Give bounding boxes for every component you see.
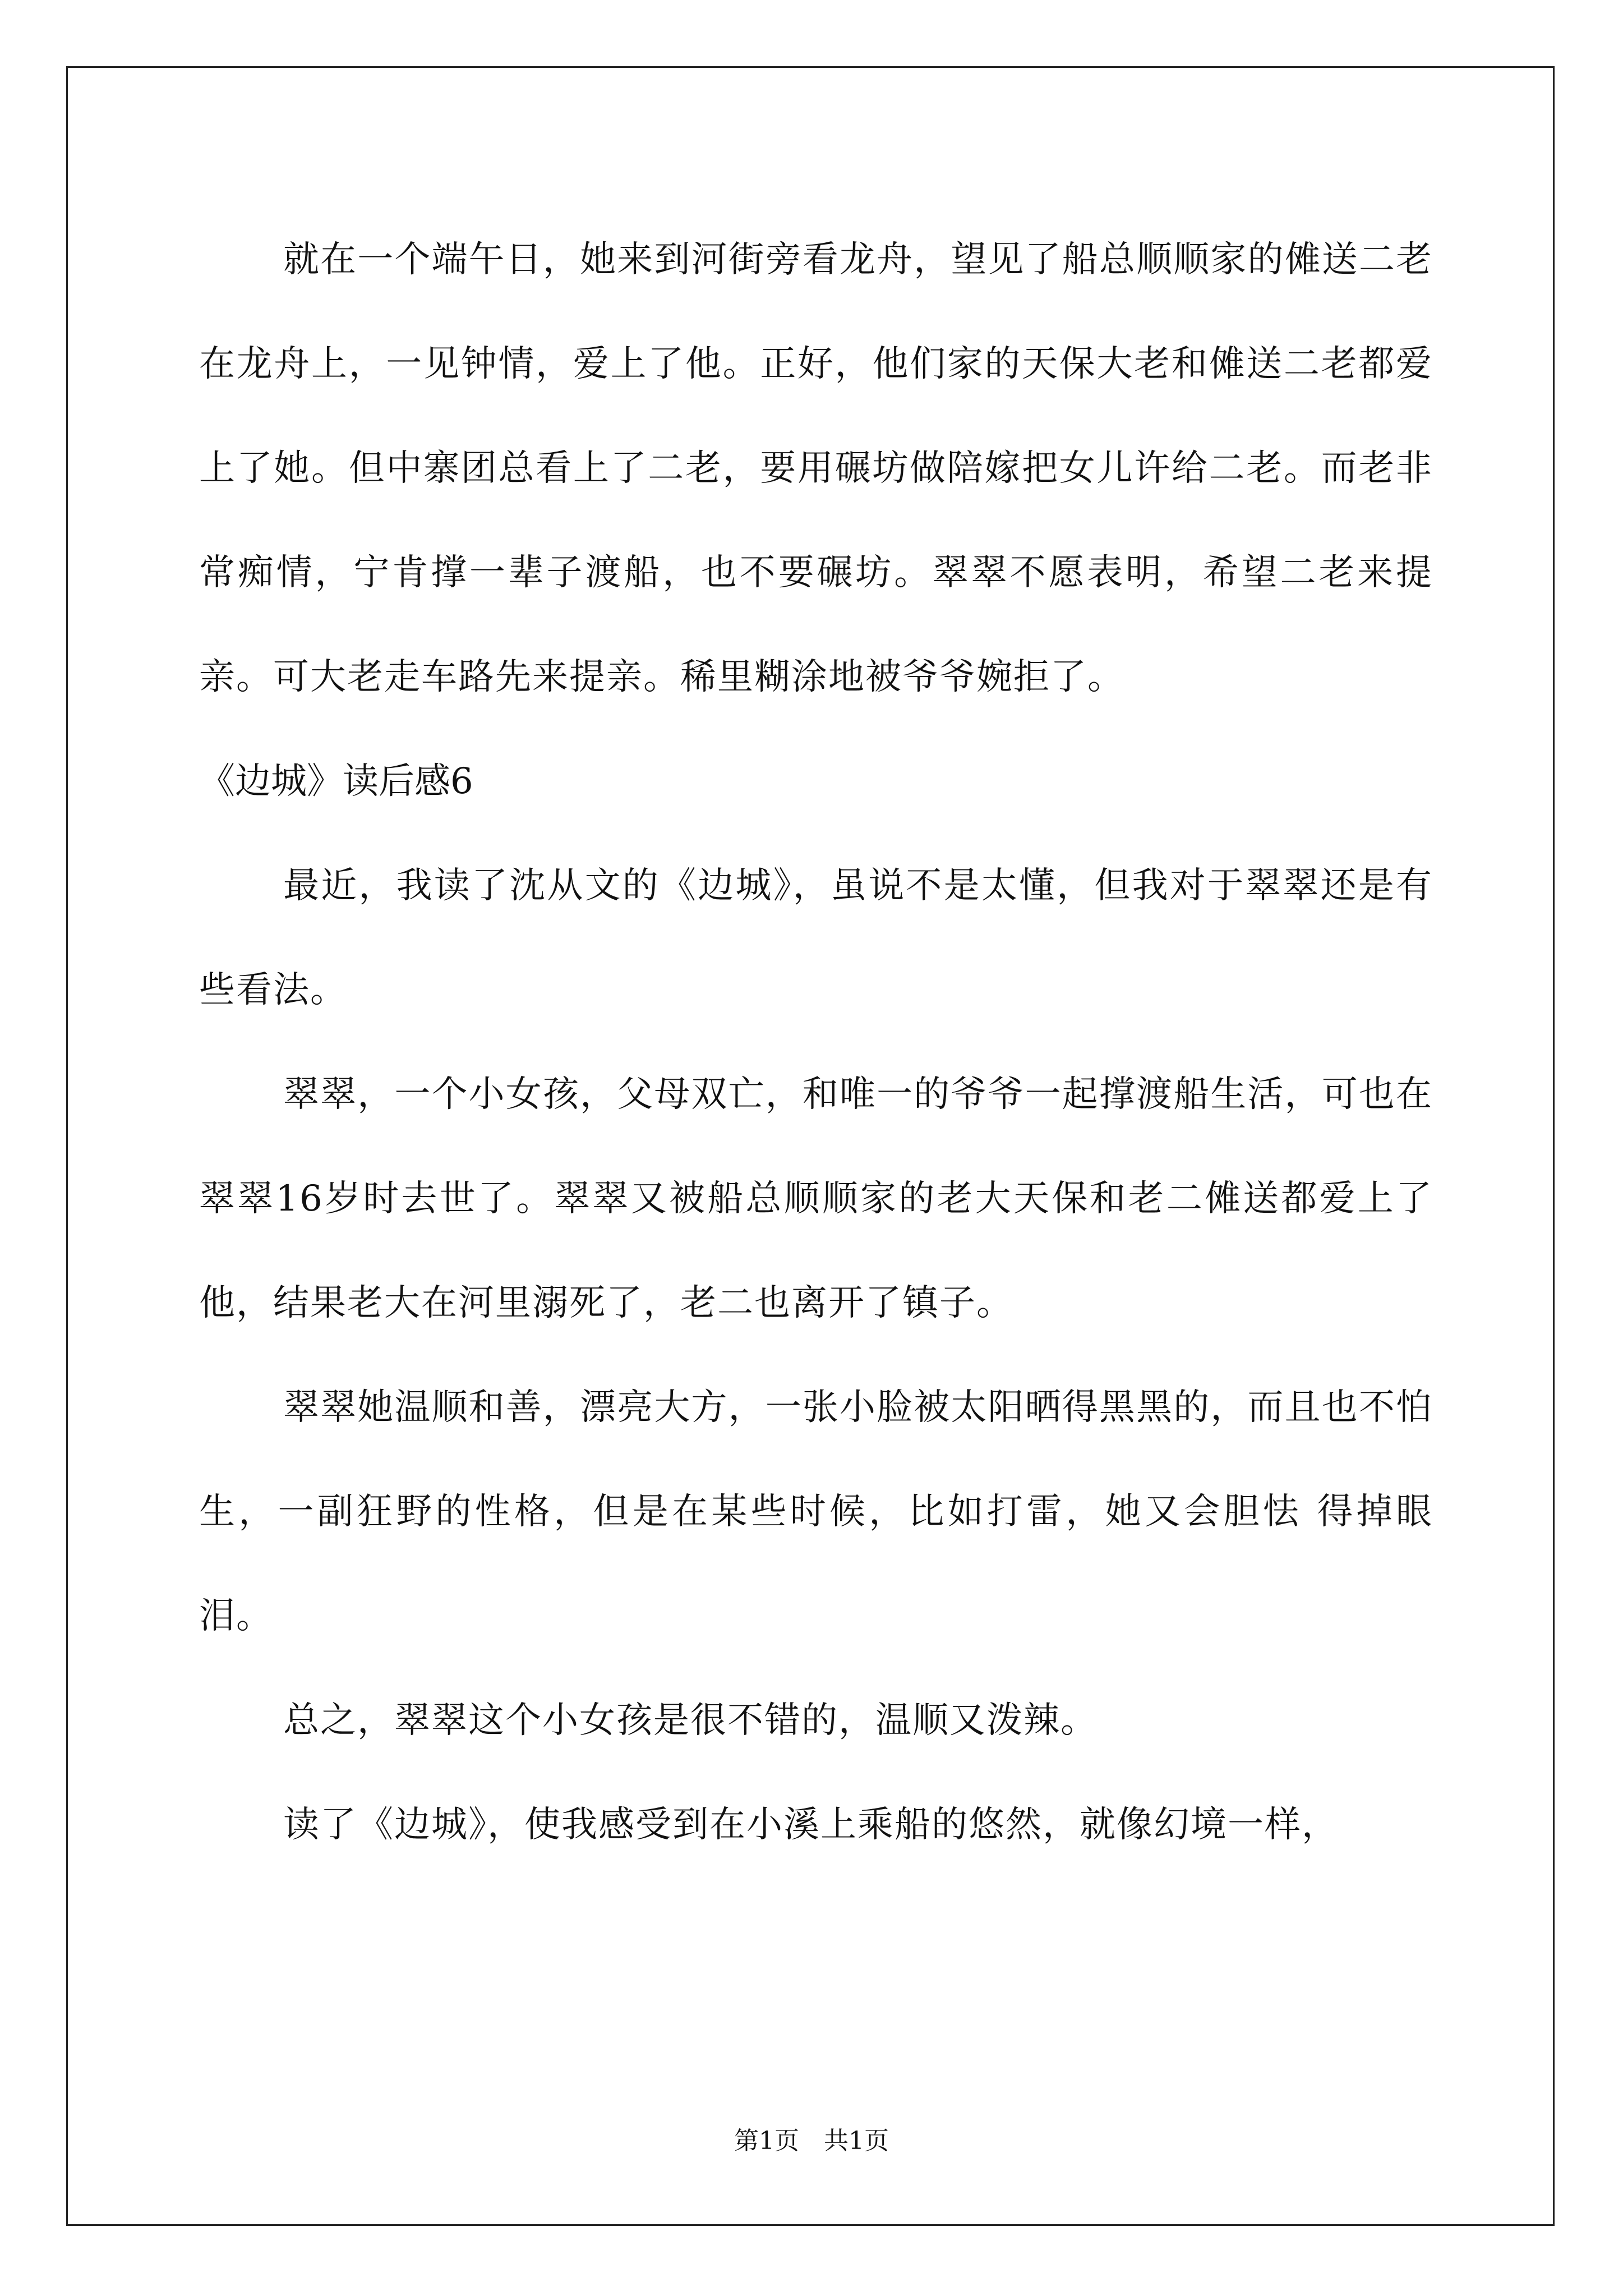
paragraph-5: 总之，翠翠这个小女孩是很不错的，温顺又泼辣。 (283, 1700, 1098, 1741)
paragraph-1: 就在一个端午日，她来到河街旁看龙舟，望见了船总顺顺家的傩送二老在龙舟上，一见钟情，爱上了他。正好，他们家的天保大老和傩送二老都爱上了她。但中寨团总看上了二老，要用碾坊做陪嫁把女儿许给二老。而老非常痴情，宁肯撑一辈子渡船，也不要碾坊。翠翠不愿表明，希望二老来提亲。可大老走车路先来提亲。稀里糊涂地被爷爷婉拒了。 (199, 239, 1433, 698)
document-body (199, 208, 1433, 1877)
section-heading: 《边城》读后感6 (199, 761, 473, 802)
page-footer: 第1页 共1页 (734, 2127, 889, 2155)
paragraph-2: 最近，我读了沈从文的《边城》，虽说不是太懂，但我对于翠翠还是有些看法。 (199, 865, 1433, 1011)
paragraph-6: 读了《边城》，使我感受到在小溪上乘船的悠然，就像幻境一样， (283, 1804, 1339, 1846)
paragraph-4: 翠翠她温顺和善，漂亮大方，一张小脸被太阳晒得黑黑的，而且也不怕生，一副狂野的性格，但是在某些时候，比如打雷，她又会胆怯 得掉眼泪。 (199, 1387, 1433, 1637)
paragraph-3: 翠翠，一个小女孩，父母双亡，和唯一的爷爷一起撑渡船生活，可也在翠翠16岁时去世了。翠翠又被船总顺顺家的老大天保和老二傩送都爱上了他，结果老大在河里溺死了，老二也离开了镇子。 (199, 1074, 1433, 1324)
